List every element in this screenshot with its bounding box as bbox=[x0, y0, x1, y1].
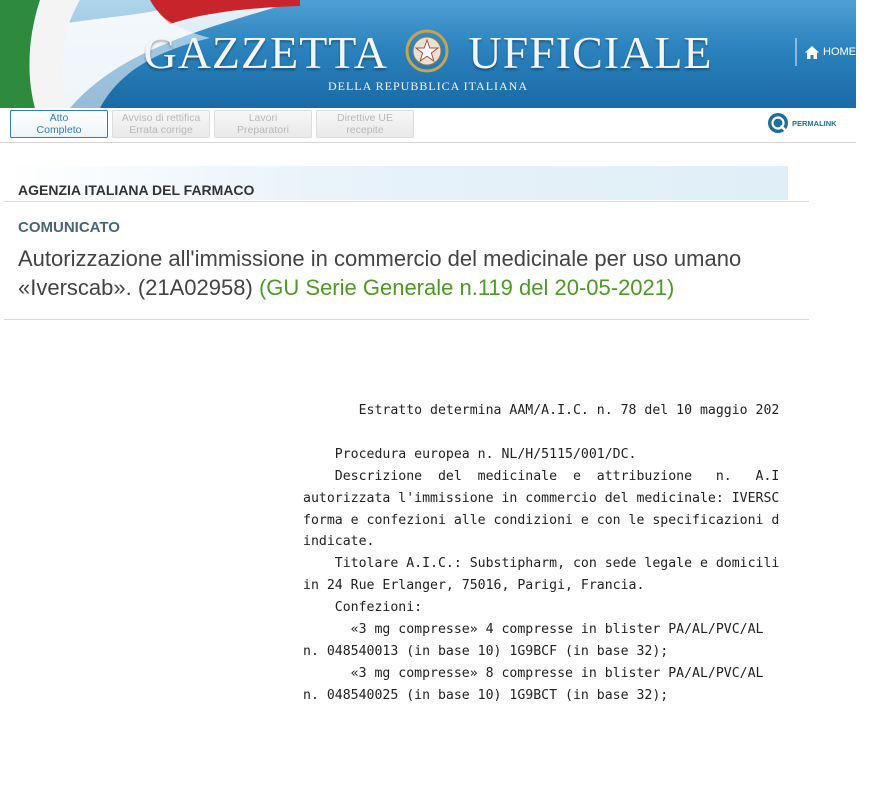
body-line: «3 mg compresse» 4 compresse in blister PA/AL/PVC/AL bbox=[350, 622, 764, 638]
gu-reference: (GU Serie Generale n.119 del 20-05-2021) bbox=[258, 275, 675, 300]
tab-label-line2: Preparatori bbox=[237, 124, 289, 136]
document-body-text bbox=[303, 400, 808, 707]
body-line: forma e confezioni alle condizioni e con le specificazioni d bbox=[303, 512, 780, 528]
toolbar bbox=[0, 108, 856, 143]
body-line: in 24 Rue Erlanger, 75016, Parigi, Francia. bbox=[303, 578, 645, 594]
document-body bbox=[303, 400, 808, 710]
body-line: n. 048540013 (in base 10) 1G9BCF (in base 32); bbox=[303, 643, 669, 659]
permalink-label: PERMALINK bbox=[792, 118, 837, 128]
tab-label-line1: Atto bbox=[49, 112, 69, 124]
title-right: UFFICIALE bbox=[468, 27, 713, 78]
permalink-icon bbox=[767, 112, 789, 134]
tab-label-line2: recepite bbox=[346, 124, 384, 136]
tab-lavori-preparatori[interactable] bbox=[214, 110, 312, 138]
body-line: Procedura europea n. NL/H/5115/001/DC. bbox=[334, 446, 637, 462]
body-line: Confezioni: bbox=[334, 600, 423, 616]
tab-direttive-ue[interactable] bbox=[316, 110, 414, 138]
tab-label-line2: Errata corrige bbox=[129, 124, 193, 136]
title-line1: Autorizzazione all'immissione in commercio del medicinale per uso umano bbox=[18, 246, 742, 271]
title-line2: «Iverscab». (21A02958) bbox=[18, 275, 253, 300]
document-title bbox=[18, 244, 803, 302]
body-line: Estratto determina AAM/A.I.C. n. 78 del 10 maggio 202 bbox=[358, 403, 780, 418]
body-line: indicate. bbox=[303, 534, 375, 550]
title-left: GAZZETTA bbox=[143, 27, 386, 78]
body-line: autorizzata l'immissione in commercio del medicinale: IVERSC bbox=[303, 490, 780, 506]
tab-label-line1: Avviso di rettifica bbox=[121, 112, 201, 124]
body-line: n. 048540025 (in base 10) 1G9BCT (in base 32); bbox=[303, 687, 669, 703]
tab-atto-completo[interactable] bbox=[10, 110, 108, 138]
home-link[interactable] bbox=[795, 38, 856, 66]
document-type: COMUNICATO bbox=[18, 219, 120, 236]
header-banner bbox=[0, 0, 856, 108]
body-line: Descrizione del medicinale e attribuzione n. A.I bbox=[334, 468, 780, 484]
permalink-button[interactable] bbox=[767, 111, 837, 135]
home-label: HOME bbox=[823, 46, 856, 58]
tab-avviso-rettifica[interactable] bbox=[112, 110, 210, 138]
emblem-icon bbox=[404, 28, 450, 74]
agency-name: AGENZIA ITALIANA DEL FARMACO bbox=[18, 182, 255, 198]
tab-label-line1: Direttive UE bbox=[336, 112, 393, 124]
tab-label-line2: Completo bbox=[36, 124, 82, 136]
tab-label-line1: Lavori bbox=[248, 112, 278, 124]
site-subtitle: DELLA REPUBBLICA ITALIANA bbox=[327, 79, 529, 93]
divider bbox=[4, 319, 809, 320]
site-title bbox=[0, 26, 856, 79]
home-icon bbox=[805, 46, 819, 59]
divider bbox=[4, 201, 809, 202]
body-line: Titolare A.I.C.: Substipharm, con sede legale e domicili bbox=[334, 556, 780, 572]
body-line: «3 mg compresse» 8 compresse in blister PA/AL/PVC/AL bbox=[350, 665, 764, 681]
